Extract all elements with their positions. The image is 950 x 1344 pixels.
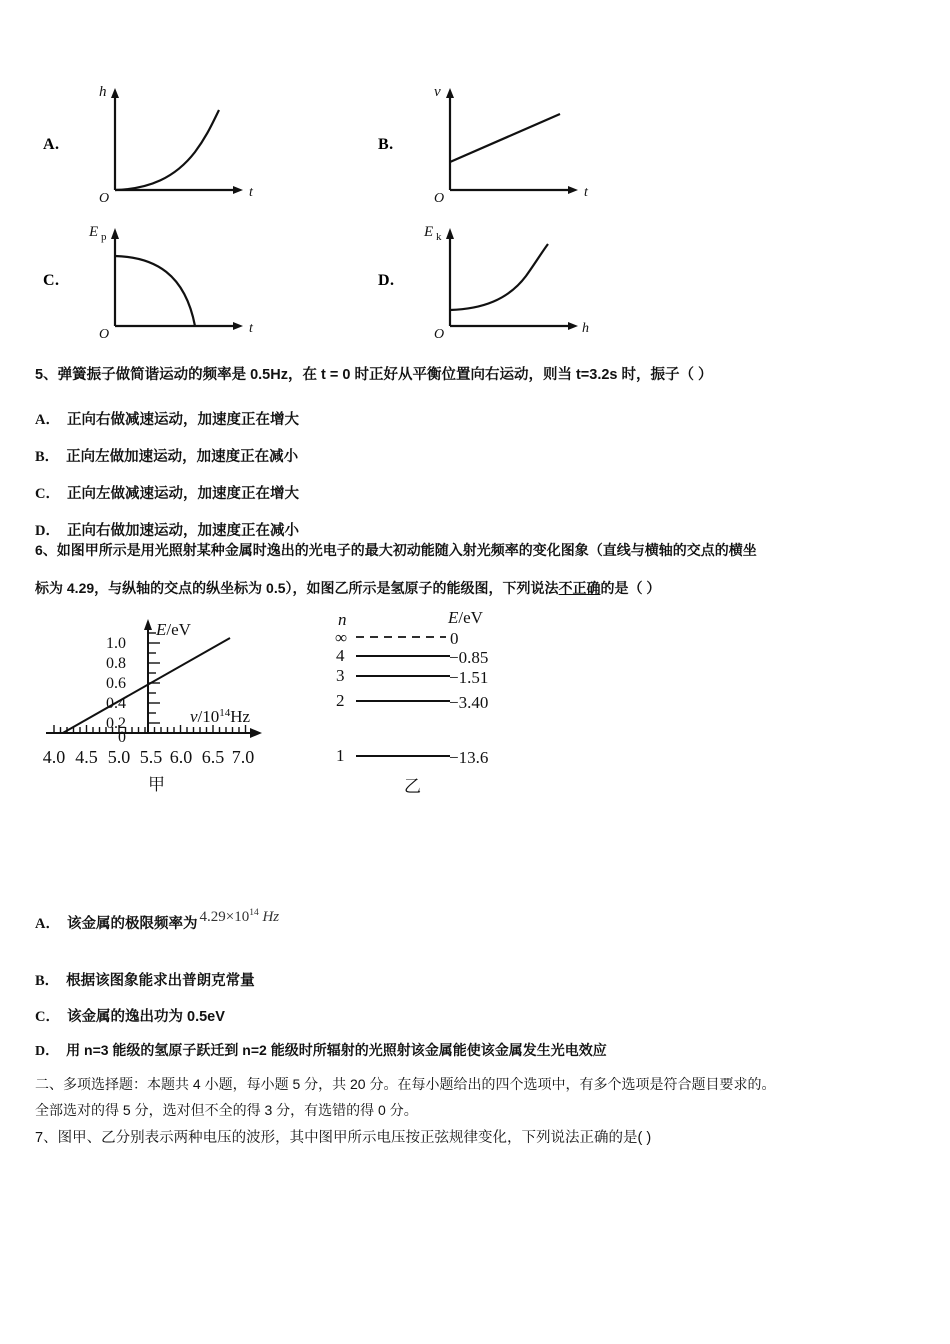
svg-text:E/eV: E/eV: [156, 620, 191, 639]
svg-text:h: h: [582, 321, 589, 336]
question6-figures: [35, 605, 635, 805]
question6-stem-line2-pre: 标为 4.29，与纵轴的交点的纵坐标为 0.5），如图乙所示是氢原子的能级图，下列说法: [35, 580, 559, 596]
question5-option-a: [35, 408, 299, 429]
svg-text:6.5: 6.5: [201, 747, 225, 767]
hydrogen-energy-level-diagram: [330, 605, 590, 780]
figure-caption-jia: 甲: [148, 775, 165, 794]
svg-text:h: h: [99, 84, 107, 100]
question5-option-a-text: 正向右做减速运动，加速度正在增大: [66, 412, 299, 428]
question5-option-b-letter: B．: [35, 449, 60, 465]
formula-coefficient: 4.29: [199, 909, 226, 925]
question6-option-b: [35, 969, 255, 990]
diagram-yi: [330, 605, 590, 785]
question4-option-figures: [35, 78, 635, 350]
question5-option-c: [35, 482, 299, 503]
svg-text:O: O: [434, 327, 445, 339]
svg-text:∞: ∞: [335, 628, 348, 647]
svg-text:n: n: [338, 610, 347, 629]
question6-option-c-text: 该金属的逸出功为 0.5eV: [66, 1009, 225, 1025]
svg-text:7.0: 7.0: [231, 747, 255, 767]
svg-text:v/1014Hz: $v/10^{14}Hz$: [190, 707, 251, 726]
svg-text:4.5: 4.5: [75, 747, 98, 767]
question6-option-b-text: 根据该图象能求出普朗克常量: [66, 973, 255, 989]
graph-v-vs-t: [412, 78, 612, 203]
svg-text:6.0: 6.0: [169, 747, 193, 767]
svg-text:E: E: [424, 224, 434, 240]
option-figure-d-label: D.: [378, 272, 395, 289]
svg-text:3: 3: [336, 666, 345, 685]
graph-h-vs-t: [77, 78, 277, 203]
svg-text:0: 0: [118, 729, 126, 746]
option-figure-b: [370, 78, 620, 208]
option-figure-c: [35, 214, 285, 344]
question6-stem-line2: [35, 578, 660, 599]
limit-frequency-formula: [199, 909, 279, 925]
question5-stem: 5、弹簧振子做简谐运动的频率是 0.5Hz，在 t = 0 时正好从平衡位置向右运动，则当 t=3.2s 时，振子（ ）: [35, 367, 713, 383]
question6-stem-emphasis: 不正确: [558, 580, 601, 596]
svg-text:k: k: [436, 231, 442, 243]
svg-text:5.0: 5.0: [107, 747, 131, 767]
svg-text:−13.6: −13.6: [449, 748, 489, 767]
section2-instructions-line2: 全部选对的得 5 分，选对但不全的得 3 分，有选错的得 0 分。: [35, 1102, 418, 1118]
svg-text:t: t: [249, 321, 253, 336]
question6-option-d-letter: D．: [35, 1044, 60, 1059]
svg-text:2: 2: [336, 691, 345, 710]
formula-base: 10: [234, 909, 250, 925]
formula-exponent: 14: [249, 908, 259, 918]
question5-option-c-letter: C．: [35, 486, 60, 502]
svg-text:0.8: 0.8: [106, 655, 126, 672]
question5-option-d: [35, 519, 299, 540]
question5-option-b-text: 正向左做加速运动，加速度正在减小: [66, 449, 299, 465]
question6-stem-line2-post: 的是（ ）: [600, 580, 661, 596]
chart-jia: [40, 605, 330, 785]
question6-stem-line1: 6、如图甲所示是用光照射某种金属时逸出的光电子的最大初动能随入射光频率的变化图象（直线与横轴的交点的横坐: [35, 542, 757, 558]
question6-option-c-letter: C．: [35, 1009, 60, 1025]
svg-text:4: 4: [336, 646, 345, 665]
graph-ep-vs-t: [77, 214, 277, 339]
svg-text:0.6: 0.6: [106, 675, 126, 692]
svg-text:0.4: 0.4: [106, 695, 126, 712]
section2-instructions-line1: 二、多项选择题：本题共 4 小题，每小题 5 分，共 20 分。在每小题给出的四个选项中，有多个选项是符合题目要求的。: [35, 1076, 776, 1092]
question5-option-d-letter: D．: [35, 523, 60, 539]
svg-text:v: v: [434, 84, 441, 100]
question6-option-d: [35, 1040, 607, 1060]
question7-stem: 7、图甲、乙分别表示两种电压的波形，其中图甲所示电压按正弦规律变化，下列说法正确的是( ): [35, 1130, 652, 1146]
svg-text:0: 0: [450, 629, 459, 648]
question6-option-b-letter: B．: [35, 973, 60, 989]
question5-option-a-letter: A．: [35, 412, 60, 428]
svg-text:E/eV: E/eV: [448, 608, 483, 627]
svg-text:t: t: [249, 185, 253, 200]
svg-text:O: O: [99, 191, 110, 203]
svg-text:O: O: [434, 191, 445, 203]
formula-unit: Hz: [262, 909, 280, 925]
photoelectric-line-chart: [40, 605, 330, 780]
svg-text:E: E: [89, 224, 99, 240]
option-figure-d: [370, 214, 620, 344]
option-figure-a-label: A.: [43, 136, 60, 153]
figure-caption-yi: 乙: [404, 777, 421, 796]
svg-text:t: t: [584, 185, 588, 200]
svg-text:−0.85: −0.85: [449, 648, 489, 667]
question6-option-c: [35, 1005, 225, 1026]
question5-option-b: [35, 445, 298, 466]
question5-option-d-text: 正向右做加速运动，加速度正在减小: [66, 523, 299, 539]
svg-text:−3.40: −3.40: [449, 693, 489, 712]
question6-option-a-letter: A．: [35, 916, 60, 932]
graph-ek-vs-h: [412, 214, 612, 339]
svg-text:p: p: [101, 231, 107, 243]
svg-text:4.0: 4.0: [42, 747, 66, 767]
formula-times-symbol: ×: [225, 909, 235, 925]
svg-text:1.0: 1.0: [106, 635, 126, 652]
question6-option-a-text: 该金属的极限频率为: [66, 916, 198, 932]
option-figure-a: [35, 78, 285, 208]
svg-text:−1.51: −1.51: [449, 668, 489, 687]
question6-option-d-text: 用 n=3 能级的氢原子跃迁到 n=2 能级时所辐射的光照射该金属能使该金属发生光电效应: [66, 1042, 607, 1058]
svg-text:1: 1: [336, 746, 345, 765]
option-figure-c-label: C.: [43, 272, 60, 289]
svg-text:5.5: 5.5: [139, 747, 163, 767]
option-figure-b-label: B.: [378, 136, 394, 153]
question5-option-c-text: 正向左做减速运动，加速度正在增大: [66, 486, 299, 502]
question6-option-a: [35, 908, 280, 933]
svg-text:O: O: [99, 327, 110, 339]
svg-text:0.2: 0.2: [106, 715, 126, 732]
